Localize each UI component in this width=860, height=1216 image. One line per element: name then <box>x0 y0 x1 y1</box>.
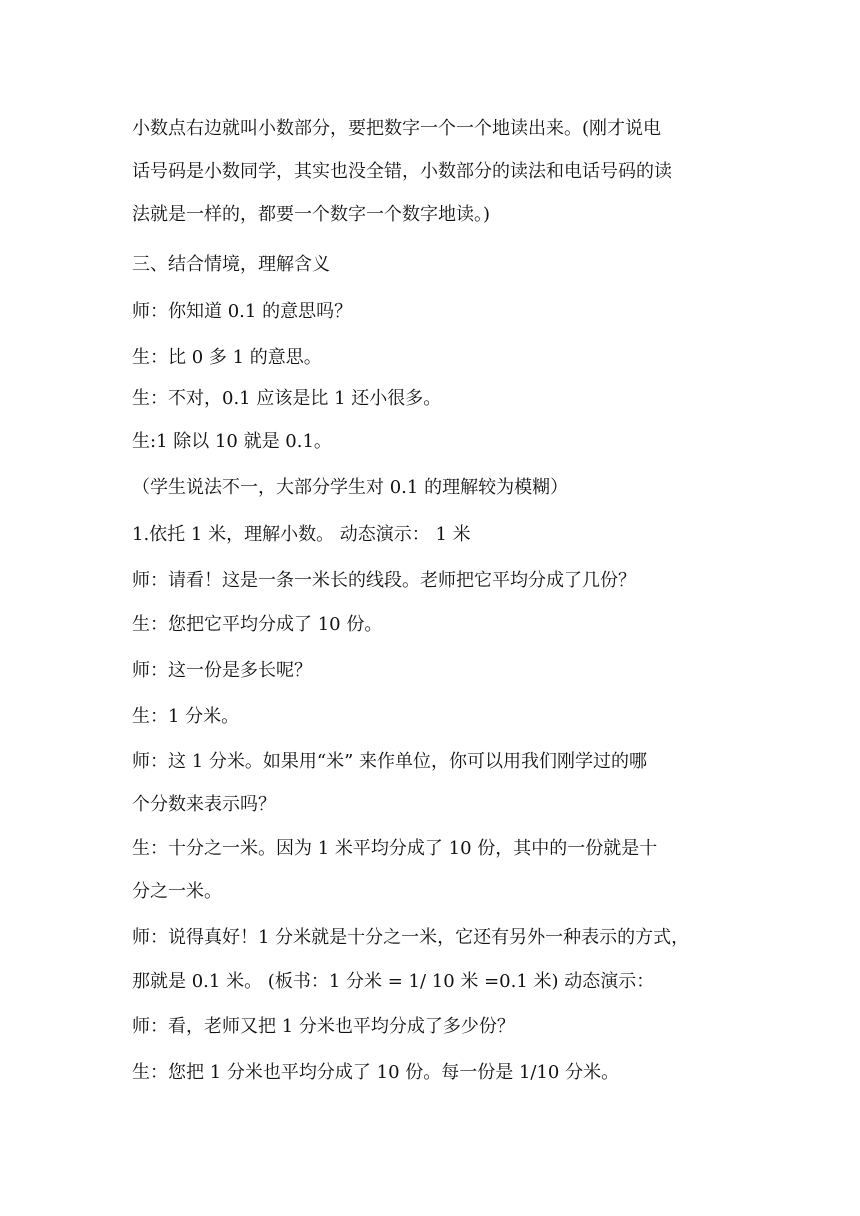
text-line: 那就是 0.1 米。 (板书：1 分米 = 1/ 10 米 =0.1 米) 动态演示： <box>132 971 655 992</box>
text-line: 生：比 0 多 1 的意思。 <box>132 347 322 368</box>
text-line: 个分数来表示吗？ <box>132 794 276 815</box>
text-line: 师：说得真好！1 分米就是十分之一米，它还有另外一种表示的方式， <box>132 927 690 948</box>
text-line: 生：十分之一米。因为 1 米平均分成了 10 份，其中的一份就是十 <box>132 838 658 859</box>
text-line: 分之一米。 <box>132 881 222 902</box>
text-line: 法就是一样的，都要一个数字一个数字地读。) <box>132 204 491 225</box>
text-line: 师：这 1 分米。如果用“米” 来作单位，你可以用我们刚学过的哪 <box>132 751 648 772</box>
text-line: 师：看，老师又把 1 分米也平均分成了多少份？ <box>132 1016 515 1037</box>
text-line: 生:1 除以 10 就是 0.1。 <box>132 431 332 452</box>
text-line: 师：请看！这是一条一米长的线段。老师把它平均分成了几份？ <box>132 570 636 591</box>
text-line: 生：您把 1 分米也平均分成了 10 份。每一份是 1/10 分米。 <box>132 1062 620 1083</box>
text-line: 生：不对，0.1 应该是比 1 还小很多。 <box>132 388 442 409</box>
text-line: 小数点右边就叫小数部分，要把数字一个一个地读出来。(刚才说电 <box>132 118 662 139</box>
text-line: 师：你知道 0.1 的意思吗？ <box>132 301 353 322</box>
section-heading: 三、结合情境，理解含义 <box>132 254 330 275</box>
text-line: 生：1 分米。 <box>132 706 240 727</box>
text-line: 话号码是小数同学，其实也没全错，小数部分的读法和电话号码的读 <box>132 161 672 182</box>
text-line: （学生说法不一，大部分学生对 0.1 的理解较为模糊） <box>132 477 569 498</box>
text-line: 师：这一份是多长呢？ <box>132 660 312 681</box>
text-line: 1.依托 1 米，理解小数。 动态演示： 1 米 <box>132 524 471 545</box>
text-line: 生：您把它平均分成了 10 份。 <box>132 614 383 635</box>
